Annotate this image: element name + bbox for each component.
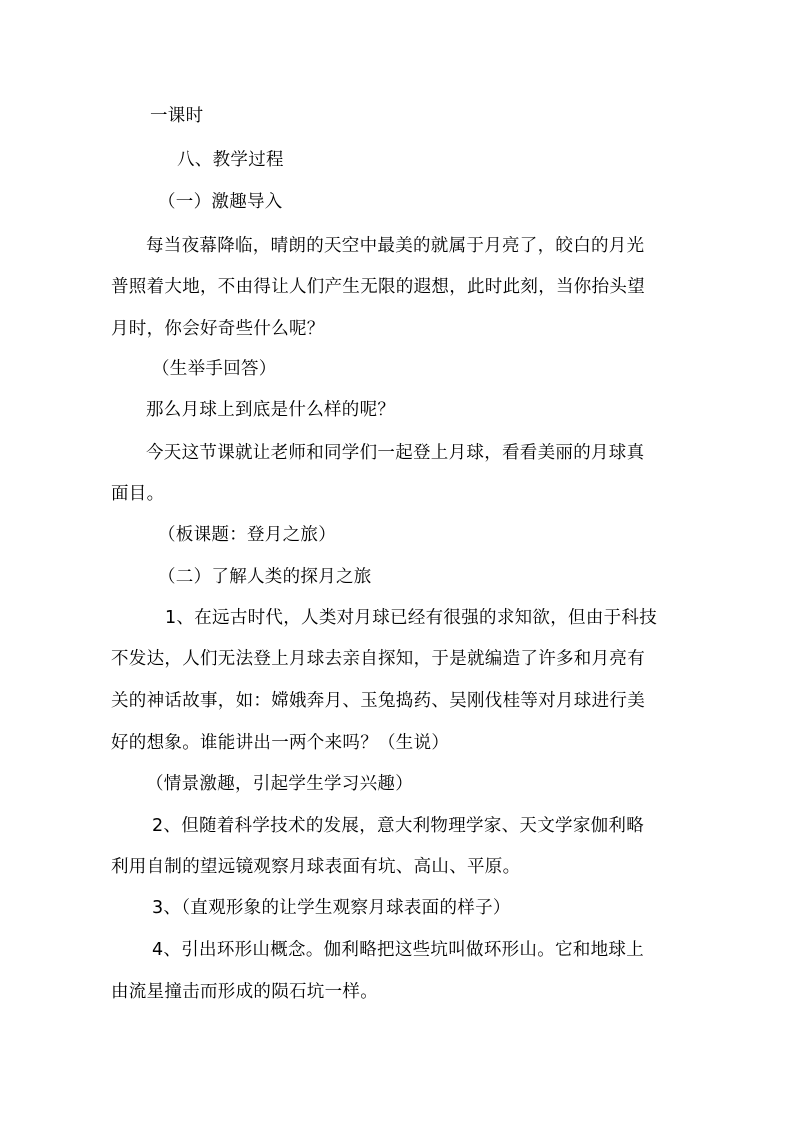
paragraph-line: 由流星撞击而形成的陨石坑一样。 (111, 982, 378, 1002)
paragraph-line: （生举手回答） (152, 359, 277, 379)
paragraph-line: 关的神话故事，如：嫦娥奔月、玉兔捣药、吴刚伐桂等对月球进行美 (111, 691, 645, 711)
subsection-heading-moon-exploration: （二）了解人类的探月之旅 (158, 567, 372, 587)
paragraph-line: 3、（直观形象的让学生观察月球表面的样子） (152, 898, 511, 918)
paragraph-line: 利用自制的望远镜观察月球表面有坑、高山、平原。 (111, 857, 521, 877)
paragraph-line: 1、在远古时代，人类对月球已经有很强的求知欲，但由于科技 (165, 608, 658, 628)
paragraph-line: （板课题：登月之旅） (158, 525, 336, 545)
text-line-lesson-count: 一课时 (150, 106, 204, 126)
paragraph-line: 普照着大地，不由得让人们产生无限的遐想，此时此刻，当你抬头望 (111, 277, 645, 297)
paragraph-line: 月时，你会好奇些什么呢？ (111, 319, 325, 339)
section-heading-teaching-process: 八、教学过程 (177, 150, 284, 170)
paragraph-line: 面目。 (111, 484, 165, 504)
paragraph-line: 不发达，人们无法登上月球去亲自探知，于是就编造了许多和月亮有 (111, 649, 645, 669)
paragraph-line: 好的想象。谁能讲出一两个来吗？（生说） (111, 733, 450, 753)
subsection-heading-intro: （一）激趣导入 (158, 192, 283, 212)
paragraph-line: 那么月球上到底是什么样的呢？ (146, 400, 396, 420)
paragraph-line: 今天这节课就让老师和同学们一起登上月球，看看美丽的月球真 (146, 443, 645, 463)
paragraph-line: 2、但随着科学技术的发展，意大利物理学家、天文学家伽利略 (152, 816, 645, 836)
paragraph-line: 4、引出环形山概念。伽利略把这些坑叫做环形山。它和地球上 (152, 940, 645, 960)
paragraph-line: 每当夜幕降临，晴朗的天空中最美的就属于月亮了，皎白的月光 (146, 236, 645, 256)
paragraph-line: （情景激趣，引起学生学习兴趣） (146, 774, 413, 794)
